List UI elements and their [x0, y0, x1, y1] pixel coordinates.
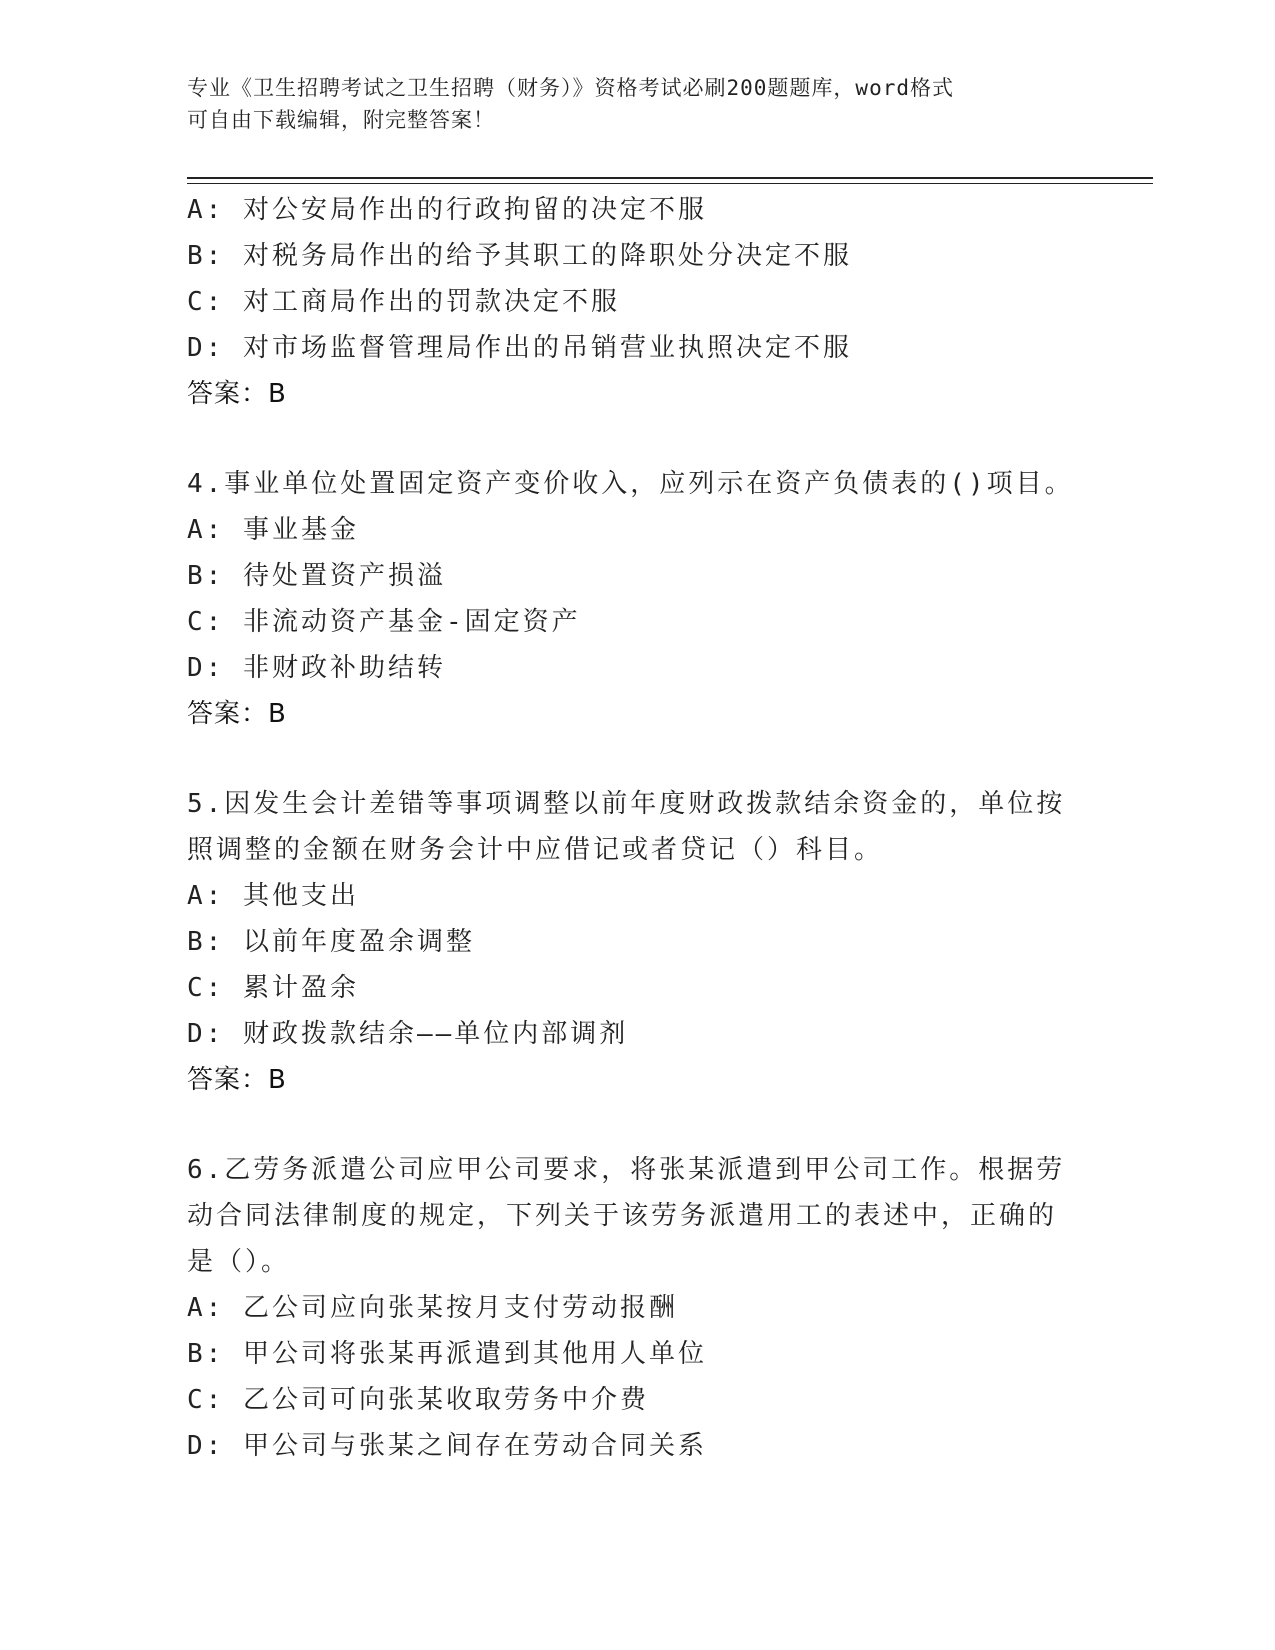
option-b: B: 对税务局作出的给予其职工的降职处分决定不服: [187, 241, 852, 271]
question-6: [187, 1147, 1067, 1469]
option-a: A: 其他支出: [187, 881, 359, 911]
question-stem-line-2: 照调整的金额在财务会计中应借记或者贷记（）科目。: [187, 835, 884, 865]
question-stem: 4.事业单位处置固定资产变价收入，应列示在资产负债表的()项目。: [187, 469, 1074, 499]
answer-line: 答案：B: [187, 1065, 287, 1095]
question-3: [187, 187, 1067, 417]
option-b: B: 甲公司将张某再派遣到其他用人单位: [187, 1339, 707, 1369]
option-d: D: 甲公司与张某之间存在劳动合同关系: [187, 1431, 707, 1461]
header-divider-thin: [187, 183, 1153, 184]
option-d: D: 非财政补助结转: [187, 653, 446, 683]
answer-line: 答案：B: [187, 699, 287, 729]
document-header: [187, 72, 1067, 136]
option-c: C: 非流动资产基金-固定资产: [187, 607, 581, 637]
question-stem-line-1: 6.乙劳务派遣公司应甲公司要求，将张某派遣到甲公司工作。根据劳: [187, 1155, 1066, 1185]
question-4: [187, 461, 1074, 737]
answer-line: 答案：B: [187, 379, 287, 409]
option-a: A: 事业基金: [187, 515, 359, 545]
option-c: C: 对工商局作出的罚款决定不服: [187, 287, 620, 317]
option-d: D: 财政拨款结余——单位内部调剂: [187, 1019, 629, 1049]
question-stem-line-2: 动合同法律制度的规定，下列关于该劳务派遣用工的表述中，正确的: [187, 1201, 1058, 1231]
option-b: B: 以前年度盈余调整: [187, 927, 475, 957]
option-a: A: 对公安局作出的行政拘留的决定不服: [187, 195, 707, 225]
question-list: [187, 187, 1074, 1469]
question-stem-line-3: 是（）。: [187, 1247, 291, 1277]
option-c: C: 乙公司可向张某收取劳务中介费: [187, 1385, 649, 1415]
option-c: C: 累计盈余: [187, 973, 359, 1003]
question-5: [187, 781, 1067, 1103]
header-divider-thick: [187, 177, 1153, 179]
option-d: D: 对市场监督管理局作出的吊销营业执照决定不服: [187, 333, 852, 363]
option-b: B: 待处置资产损溢: [187, 561, 446, 591]
question-stem-line-1: 5.因发生会计差错等事项调整以前年度财政拨款结余资金的，单位按: [187, 789, 1066, 819]
option-a: A: 乙公司应向张某按月支付劳动报酬: [187, 1293, 678, 1323]
header-line-1: 专业《卫生招聘考试之卫生招聘（财务）》资格考试必刷200题题库，word格式: [187, 76, 954, 100]
header-line-2: 可自由下载编辑，附完整答案！: [187, 108, 495, 132]
